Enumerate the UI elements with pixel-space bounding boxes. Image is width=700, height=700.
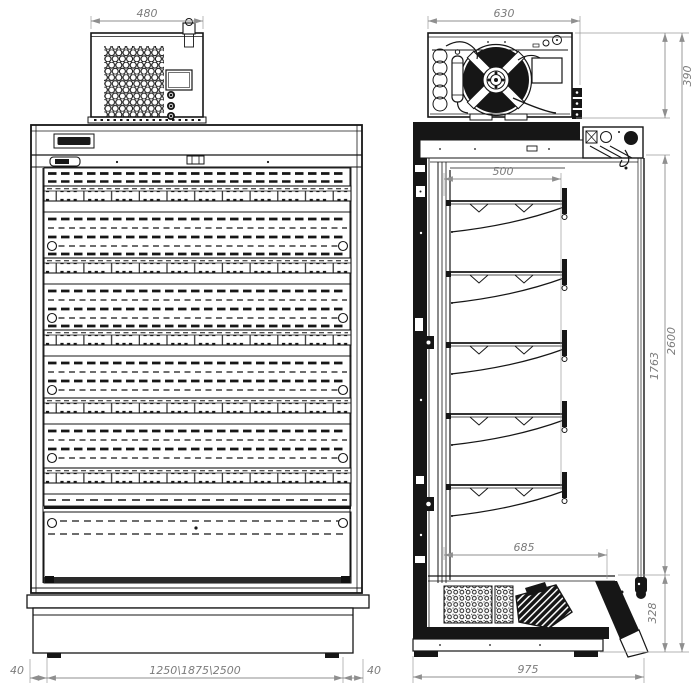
dim-front-width-variants: 1250\1875\2500 bbox=[149, 664, 241, 677]
dim-front-condenser-width: 480 bbox=[136, 7, 158, 20]
dim-side-total-height: 2600 bbox=[665, 327, 678, 355]
foot bbox=[47, 653, 61, 658]
shelf bbox=[446, 188, 567, 233]
dim-front-foot-offset-left: 40 bbox=[10, 664, 24, 677]
foot bbox=[574, 651, 598, 657]
dim-front-foot-offset-right: 40 bbox=[367, 664, 381, 677]
dim-side-condenser-height: 390 bbox=[681, 65, 694, 87]
shelf bbox=[446, 259, 567, 304]
shelf bbox=[446, 472, 567, 517]
price-strip bbox=[44, 258, 351, 273]
compressor bbox=[516, 585, 572, 628]
dim-side-base-height: 328 bbox=[646, 602, 659, 624]
electrical-box bbox=[532, 58, 562, 83]
dim-side-base-depth: 685 bbox=[513, 541, 535, 554]
perforated-plate bbox=[495, 586, 513, 623]
controller-display bbox=[166, 70, 192, 90]
shelf bbox=[446, 401, 567, 446]
plinth-front bbox=[27, 595, 369, 658]
condensing-unit-side bbox=[428, 29, 582, 131]
top-insulation bbox=[413, 122, 580, 140]
cabinet-front bbox=[31, 125, 362, 593]
front-view bbox=[27, 19, 369, 659]
foot bbox=[325, 653, 339, 658]
side-view bbox=[413, 29, 648, 657]
dim-side-overall-depth: 975 bbox=[517, 663, 539, 676]
base-side bbox=[413, 576, 648, 657]
condenser-grille bbox=[104, 46, 164, 117]
cabinet-side bbox=[413, 122, 648, 657]
shelf bbox=[446, 330, 567, 375]
price-strip bbox=[44, 398, 351, 413]
price-strip bbox=[44, 468, 351, 483]
foot bbox=[414, 651, 438, 657]
knobs bbox=[167, 91, 175, 120]
dim-side-shelf-depth: 500 bbox=[492, 165, 514, 178]
mounting-tabs bbox=[572, 88, 582, 119]
price-strip bbox=[44, 330, 351, 345]
price-strip bbox=[44, 186, 351, 201]
back-duct-panel bbox=[438, 162, 450, 583]
perforated-plate bbox=[444, 586, 492, 623]
condensing-unit-front bbox=[88, 19, 206, 124]
dim-side-depth-top: 630 bbox=[493, 7, 515, 20]
brand-logo-badge bbox=[54, 134, 94, 148]
dim-side-opening-height: 1763 bbox=[648, 352, 661, 380]
